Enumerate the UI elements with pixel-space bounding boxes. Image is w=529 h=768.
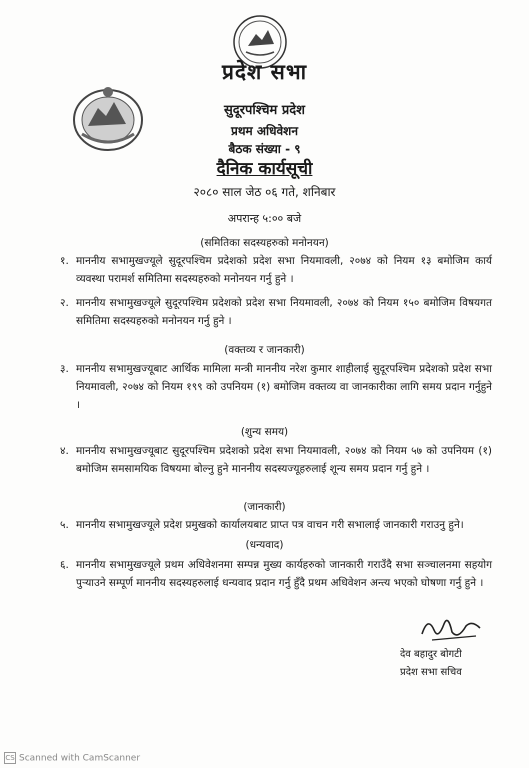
agenda-item-number: २. <box>60 297 69 309</box>
signature-icon <box>418 610 488 646</box>
agenda-item-text: माननीय सभामुखज्यूबाट सुदूरपश्चिम प्रदेशको प्रदेश सभा नियमावली, २०७४ को नियम ५७ को उपनियम (१) बमोजिम समसामयिक विषयमा बोल्नु हुने माननीय सदस्यज्यूहरुलाई शून्य समय प्रदान गर्नु हुने । <box>76 445 492 475</box>
agenda-item-number: १. <box>60 255 69 267</box>
agenda-item-number: ४. <box>60 445 69 457</box>
agenda-item-number: ५. <box>60 519 69 531</box>
scanner-watermark <box>4 752 140 764</box>
session-label: प्रथम अधिवेशन <box>231 124 298 138</box>
section-heading-thanks: (धन्यवाद) <box>245 539 284 551</box>
agenda-item <box>60 252 492 288</box>
agenda-item <box>60 516 492 534</box>
signatory-name: देव बहादुर बोगटी <box>400 649 462 660</box>
meeting-number: बैठक संख्या - ९ <box>228 142 301 156</box>
agenda-item-number: ६. <box>60 559 69 571</box>
section-heading-committee: (समितिका सदस्यहरुको मनोनयन) <box>200 237 329 249</box>
agenda-item-text: माननीय सभामुखज्यूले प्रदेश प्रमुखको कार्यालयबाट प्राप्त पत्र वाचन गरी सभालाई जानकारी गराउनु हुने। <box>76 519 464 531</box>
section-heading-statement: (वक्तव्य र जानकारी) <box>224 344 305 356</box>
section-heading-zero-hour: (शुन्य समय) <box>240 426 289 438</box>
agenda-item <box>60 442 492 478</box>
section-heading-info: (जानकारी) <box>243 501 286 513</box>
camscanner-badge-icon: CS <box>5 754 15 762</box>
agenda-item-number: ३. <box>60 363 69 375</box>
org-name: प्रदेश सभा <box>221 60 308 84</box>
agenda-item-text: माननीय सभामुखज्यूबाट आर्थिक मामिला मन्त्री माननीय नरेश कुमार शाहीलाई सुदूरपश्चिम प्रदेशको प्रदेश सभा नियमावली, २०७४ को नियम १९९ को उपनियम (१) बमोजिम वक्तव्य वा जानकारीका लागि समय प्रदान गर्नुहुने । <box>76 363 492 411</box>
document-title: दैनिक कार्यसूची <box>216 159 313 179</box>
agenda-item <box>60 360 492 414</box>
scanner-watermark-text: Scanned with CamScanner <box>19 753 141 764</box>
signatory-title: प्रदेश सभा सचिव <box>400 667 462 678</box>
agenda-item <box>60 294 492 330</box>
document-date: २०८० साल जेठ ०६ गते, शनिबार <box>193 185 336 199</box>
meeting-time: अपरान्ह ५:०० बजे <box>227 212 302 225</box>
agenda-item-text: माननीय सभामुखज्यूले सुदूरपश्चिम प्रदेशको प्रदेश सभा नियमावली, २०७४ को नियम १३ बमोजिम कार्य व्यवस्था परामर्श समितिमा सदस्यहरुको मनोनयन गर्नु हुने । <box>76 255 493 285</box>
agenda-item-text: माननीय सभामुखज्यूले सुदूरपश्चिम प्रदेशको प्रदेश सभा नियमावली, २०७४ को नियम १५० बमोजिम विषयगत समितिमा सदस्यहरुको मनोनयन गर्नु हुने । <box>76 297 492 327</box>
province-name: सुदूरपश्चिम प्रदेश <box>224 103 305 118</box>
agenda-item-text: माननीय सभामुखज्यूले प्रथम अधिवेशनमा सम्पन्न मुख्य कार्यहरुको जानकारी गराउँदै सभा सञ्चालनमा सहयोग पुर्‍याउने सम्पूर्ण माननीय सदस्यहरुलाई धन्यवाद प्रदान गर्नु हुँदै प्रथम अधिवेशन अन्त्य भएको घोषणा गर्नु हुने । <box>76 559 492 589</box>
agenda-item <box>60 556 492 592</box>
